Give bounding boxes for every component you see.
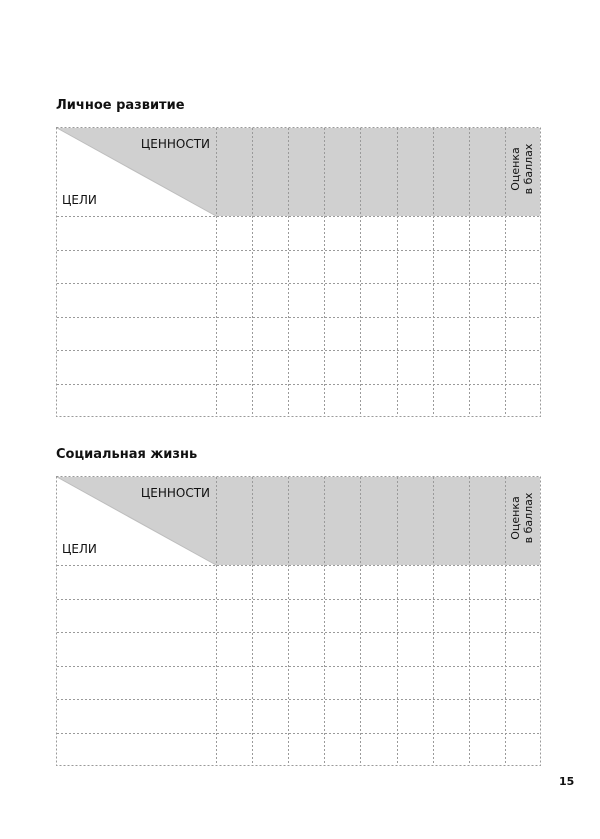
goals-header-label: ЦЕЛИ — [62, 193, 97, 207]
score-header-label — [509, 493, 535, 544]
values-header-label: ЦЕННОСТИ — [140, 137, 210, 151]
score-label-line1: Оценка — [509, 147, 522, 191]
score-label-line1: Оценка — [509, 496, 522, 540]
section-title-social-life: Социальная жизнь — [56, 447, 198, 462]
table-grid — [56, 127, 541, 417]
values-header-label: ЦЕННОСТИ — [140, 486, 210, 500]
page-number: 15 — [559, 775, 575, 788]
score-label-line2: в баллах — [522, 492, 535, 544]
table-grid — [56, 476, 541, 766]
values-goals-table — [56, 127, 541, 417]
section-title-personal-development: Личное развитие — [56, 98, 185, 113]
values-goals-table — [56, 476, 541, 766]
score-header-label — [509, 144, 535, 195]
score-label-line2: в баллах — [522, 143, 535, 195]
header-shading — [57, 128, 540, 216]
header-shading — [57, 477, 540, 565]
goals-header-label: ЦЕЛИ — [62, 542, 97, 556]
